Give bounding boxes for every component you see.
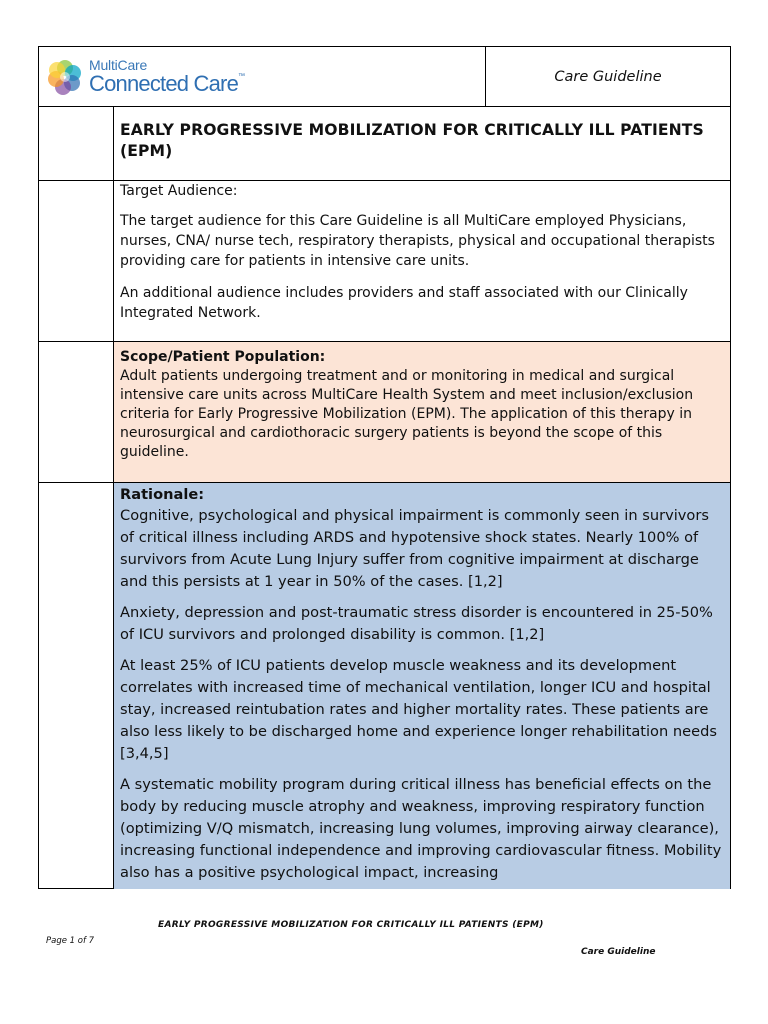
guideline-table [38, 106, 731, 889]
logo-cell [39, 47, 486, 106]
target-audience-heading: Target Audience: [120, 183, 238, 199]
footer-doc-type: Care Guideline [581, 947, 656, 957]
rationale-paragraph: A systematic mobility program during critical illness has beneficial effects on the body by reducing muscle atrophy and weakness, improving respiratory function (optimizing V/Q mismatch, increasing lung volumes, improving airway clearance), increasing functional independence and improving cardiovascular fitness. Mobility also has a positive psychological impact, increasing [120, 776, 722, 881]
title-row [39, 106, 730, 181]
rationale-row [39, 483, 730, 889]
rationale-paragraph: At least 25% of ICU patients develop muscle weakness and its development correlates with increased time of mechanical ventilation, longer ICU and hospital stay, increased reintubation rates and higher mortality rates. These patients are also less likely to be discharged home and experience longer rehabilitation needs [3,4,5] [120, 657, 717, 762]
target-audience-row [39, 181, 730, 342]
doc-type-label: Care Guideline [554, 68, 662, 85]
scope-heading: Scope/Patient Population: [120, 349, 326, 365]
multicare-logo-icon [45, 57, 85, 97]
target-audience-paragraph: The target audience for this Care Guideline is all MultiCare employed Physicians, nurses, CNA/ nurse tech, respiratory therapists, physical and occupational therapists providing care for patients in intensive care units. [120, 213, 715, 269]
scope-paragraph: Adult patients undergoing treatment and or monitoring in medical and surgical intensive care units across MultiCare Health System and meet inclusion/exclusion criteria for Early Progressive Mobilization (EPM). The application of this therapy in neurosurgical and cardiothoracic surgery patients is beyond the scope of this guideline. [120, 368, 694, 460]
rationale-paragraph: Cognitive, psychological and physical impairment is commonly seen in survivors of critical illness including ARDS and hypotensive shock states. Nearly 100% of survivors from Acute Lung Injury suffer from cognitive impairment at discharge and this persists at 1 year in 50% of the cases. [1,2] [120, 507, 709, 590]
trademark: ™ [238, 73, 245, 80]
rationale-paragraph: Anxiety, depression and post-traumatic stress disorder is encountered in 25-50% of ICU survivors and prolonged disability is common. [1,2] [120, 604, 713, 643]
logo-line-2: Connected Care™ [89, 71, 245, 96]
header-table [38, 46, 731, 107]
scope-row [39, 342, 730, 483]
footer-title: EARLY PROGRESSIVE MOBILIZATION FOR CRITICALLY ILL PATIENTS (EPM) [158, 920, 544, 930]
target-audience-paragraph: An additional audience includes providers and staff associated with our Clinically Integrated Network. [120, 285, 688, 321]
footer-page-number: Page 1 of 7 [46, 936, 95, 946]
rationale-heading: Rationale: [120, 486, 205, 503]
logo-line-1: MultiCare [89, 57, 148, 73]
document-title: EARLY PROGRESSIVE MOBILIZATION FOR CRITICALLY ILL PATIENTS (EPM) [120, 121, 704, 160]
